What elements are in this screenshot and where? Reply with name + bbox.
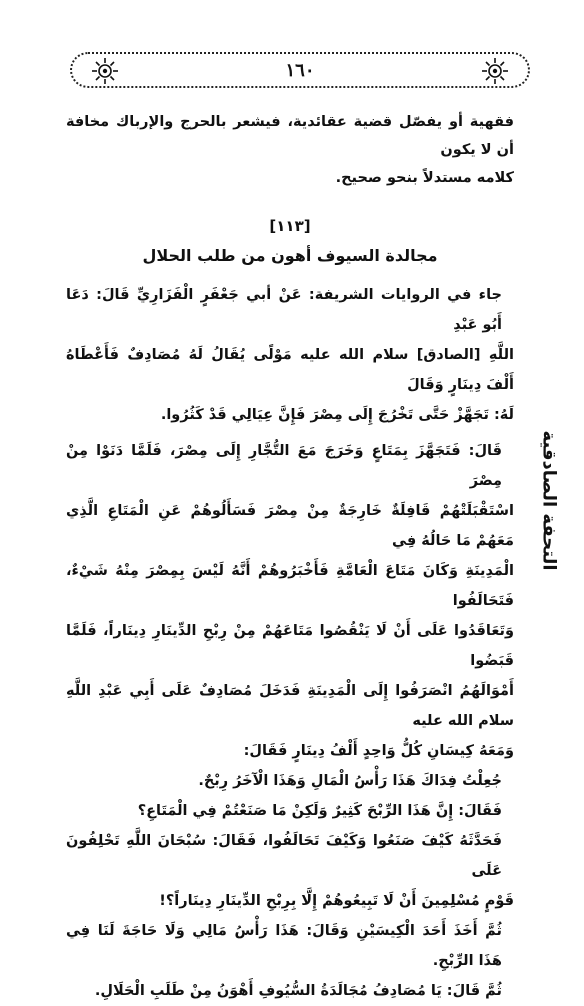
- story-line: قَالَ: فَتَجَهَّزَ بِمَتَاعٍ وَخَرَجَ مَعَ التُّجَّارِ إِلَى مِصْرَ، فَلَمَّا دَنَوْا مِنْ مِصْرَ: [66, 443, 502, 489]
- story-line: لَهُ: تَجَهَّزْ حَتَّى تَخْرُجَ إِلَى مِصْرَ فَإِنَّ عِيَالِي قَدْ كَثُرُوا.: [160, 407, 514, 423]
- story-text: [66, 280, 514, 1006]
- story-line: قَوْمٍ مُسْلِمِينَ أَنْ لَا تَبِيعُوهُمْ إِلَّا بِرِبْحِ الدِّينَارِ دِينَاراً؟!: [159, 893, 514, 909]
- story-line: فَقَالَ: إِنَّ هَذَا الرِّبْحَ كَثِيرٌ وَلَكِنْ مَا صَنَعْتُمْ فِي الْمَتَاعِ؟: [137, 803, 502, 819]
- story-line: ثُمَّ قَالَ: يَا مُصَادِفُ مُجَالَدَةُ السُّيُوفِ أَهْوَنُ مِنْ طَلَبِ الْحَلَالِ.: [94, 983, 502, 999]
- page-header: [70, 52, 530, 88]
- story-line: الْمَدِينَةِ وَكَانَ مَتَاعَ الْعَامَّةِ فَأَخْبَرُوهُمْ أَنَّهُ لَيْسَ بِمِصْرَ مِنْهُ شَيْءٌ، فَتَحَالَفُوا: [66, 563, 514, 609]
- section-number: [١١٣]: [269, 217, 311, 235]
- story-line: أَمْوَالَهُمُ انْصَرَفُوا إِلَى الْمَدِينَةِ فَدَخَلَ مُصَادِفٌ عَلَى أَبِي عَبْدِ اللَّهِ سلام الله عليه: [66, 683, 514, 729]
- story-line: ثُمَّ أَخَذَ أَحَدَ الْكِيسَيْنِ وَقَالَ: هَذَا رَأْسُ مَالِي وَلَا حَاجَةَ لَنَا فِي هَذَا الرِّبْحِ.: [66, 923, 502, 969]
- sun-ornament-icon: [480, 56, 510, 86]
- story-line: اللَّهِ [الصادق] سلام الله عليه مَوْلًى يُقَالُ لَهُ مُصَادِفٌ فَأَعْطَاهُ أَلْفَ دِينَارٍ وَقَالَ: [66, 347, 514, 393]
- story-line: اسْتَقْبَلَتْهُمْ قَافِلَةٌ خَارِجَةٌ مِنْ مِصْرَ فَسَأَلُوهُمْ عَنِ الْمَتَاعِ الَّذِي مَعَهُمْ مَا حَالُهُ فِي: [66, 503, 514, 549]
- page-body: [66, 108, 514, 1006]
- story-line: وَتَعَاقَدُوا عَلَى أَنْ لَا يَنْقُصُوا مَتَاعَهُمْ مِنْ رِبْحِ الدِّينَارِ دِينَاراً، فَلَمَّا قَبَضُوا: [66, 623, 514, 669]
- story-line: جُعِلْتُ فِدَاكَ هَذَا رَأْسُ الْمَالِ وَهَذَا الْآخَرُ رِبْحٌ.: [198, 773, 502, 789]
- page-number: ١٦٠: [285, 60, 315, 81]
- story-line: جاء في الروايات الشريفة: عَنْ أبي جَعْفَرٍ الْفَزَارِيِّ قَالَ: دَعَا أَبُو عَبْدِ: [66, 287, 502, 333]
- story-line: فَحَدَّثَهُ كَيْفَ صَنَعُوا وَكَيْفَ تَحَالَفُوا، فَقَالَ: سُبْحَانَ اللَّهِ تَحْلِفُونَ عَلَى: [66, 833, 502, 879]
- section-title: مجالدة السيوف أهون من طلب الحلال: [142, 246, 438, 265]
- side-running-title: [527, 429, 571, 571]
- intro-line: فقهية أو يفصّل قضية عقائدية، فيشعر بالحرج والإرباك مخافة أن لا يكون: [66, 114, 514, 158]
- intro-line: كلامه مستدلاً بنحو صحيح.: [335, 170, 514, 186]
- story-line: وَمَعَهُ كِيسَانِ كُلُّ وَاحِدٍ أَلْفُ دِينَارٍ فَقَالَ:: [243, 743, 514, 759]
- side-title-text: التحفة الصادقية: [538, 429, 560, 571]
